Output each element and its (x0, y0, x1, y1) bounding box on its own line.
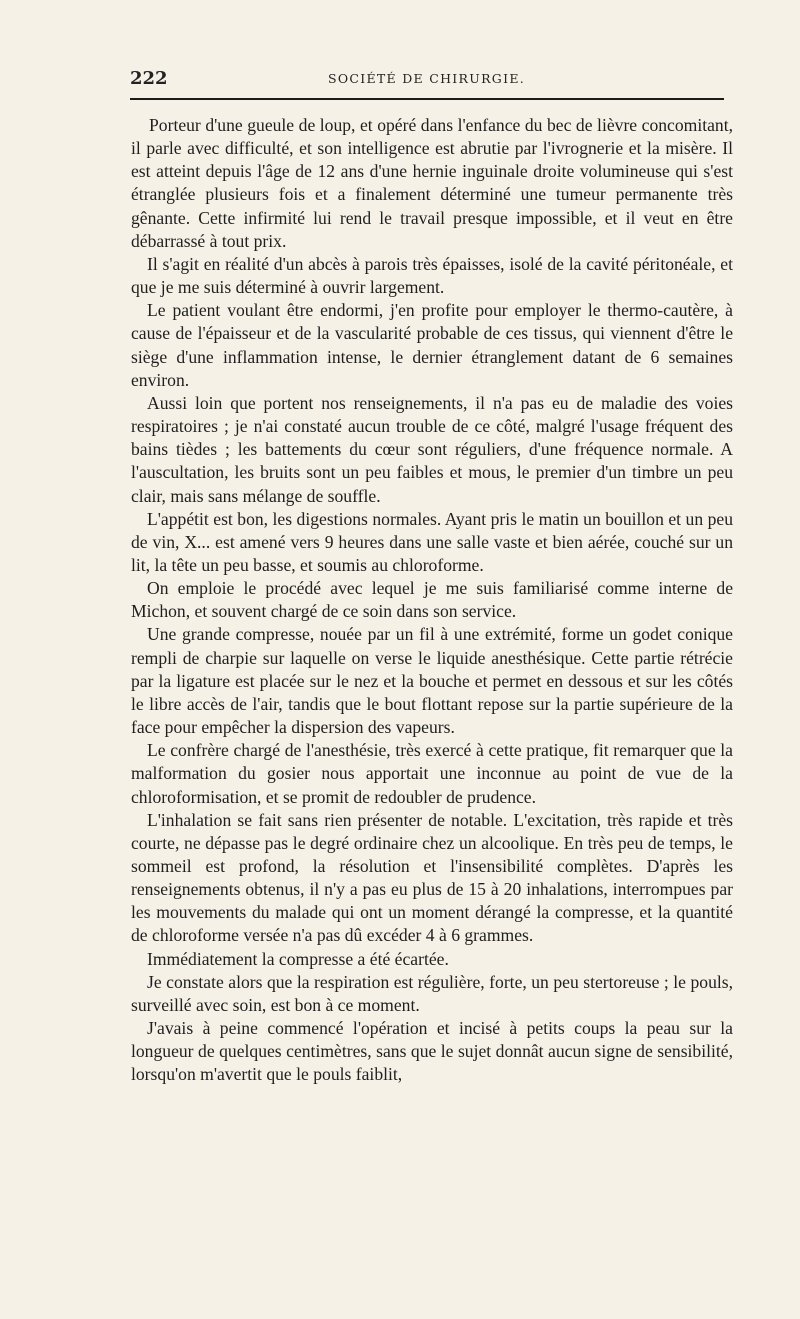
paragraph: Je constate alors que la respiration est régulière, forte, un peu stertoreuse ; le pouls, surveillé avec soin, est bon à ce moment. (131, 971, 733, 1015)
running-head: SOCIÉTÉ DE CHIRURGIE. (327, 71, 526, 86)
paragraph: L'appétit est bon, les digestions normales. Ayant pris le matin un bouillon et un peu de vin, X... est amené vers 9 heures dans une salle vaste et bien aérée, couché sur un lit, la tête un peu basse, et soumis au chloroforme. (131, 508, 733, 575)
paragraph: Immédiatement la compresse a été écartée. (147, 948, 449, 969)
paragraph: Il s'agit en réalité d'un abcès à parois très épaisses, isolé de la cavité péritonéale, et que je me suis déterminé à ouvrir largement. (131, 253, 733, 298)
paragraph: Le patient voulant être endormi, j'en profite pour employer le thermo-cautère, à cause de l'épaisseur et de la vascularité probable de ces tissus, qui viennent d'être le siège d'une inflammation intense, le dernier étranglement datant de 6 semaines environ. (131, 300, 733, 390)
paragraph: L'inhalation se fait sans rien présenter de notable. L'excitation, très rapide et très courte, ne dépasse pas le degré ordinaire chez un alcoolique. En très peu de temps, le sommeil est profond, la résolution et l'insensibilité complètes. D'après les renseignements obtenus, il n'y a pas eu plus de 15 à 20 inhalations, interrompues par les mouvements du malade qui ont un moment dérangé la compresse, et la quantité de chloroforme versée n'a pas dû excéder 4 à 6 grammes. (131, 809, 733, 946)
paragraph: Le confrère chargé de l'anesthésie, très exercé à cette pratique, fit remarquer que la malformation du gosier nous apportait une inconnue au point de vue de la chloroformisation, et se promit de redoubler de prudence. (131, 740, 733, 807)
paragraph: On emploie le procédé avec lequel je me suis familiarisé comme interne de Michon, et souvent chargé de ce soin dans son service. (131, 578, 733, 622)
paragraph: Aussi loin que portent nos renseignements, il n'a pas eu de maladie des voies respiratoires ; je n'ai constaté aucun trouble de ce côté, malgré l'usage fréquent des bains tièdes ; les battements du cœur sont réguliers, d'une fréquence normale. A l'auscultation, les bruits sont un peu faibles et mous, le premier d'un timbre un peu clair, mais sans mélange de souffle. (131, 392, 733, 506)
page-header (130, 68, 723, 88)
page-number: 222 (130, 68, 168, 89)
paragraph: Une grande compresse, nouée par un fil à une extrémité, forme un godet conique rempli de charpie sur laquelle on verse le liquide anesthésique. Cette partie rétrécie par la ligature est placée sur le nez et la bouche et permet en dessous et sur les côtés le libre accès de l'air, tandis que le bout flottant repose sur la partie supérieure de la face pour empêcher la dispersion des vapeurs. (131, 624, 733, 738)
paragraph: Porteur d'une gueule de loup, et opéré dans l'enfance du bec de lièvre concomitant, il parle avec difficulté, et son intelligence est abrutie par l'ivrognerie et la misère. Il est atteint depuis l'âge de 12 ans d'une hernie inguinale droite volumineuse qui s'est étranglée plusieurs fois et a finalement déterminé une tumeur permanente très gênante. Cette infirmité lui rend le travail presque impossible, et il veut en être débarrassé à tout prix. (131, 115, 733, 251)
body-text (131, 114, 733, 1087)
paragraph: J'avais à peine commencé l'opération et incisé à petits coups la peau sur la longueur de quelques centimètres, sans que le sujet donnât aucun signe de sensibilité, lorsqu'on m'avertit que le pouls faiblit, (131, 1018, 733, 1085)
header-rule (130, 98, 724, 100)
